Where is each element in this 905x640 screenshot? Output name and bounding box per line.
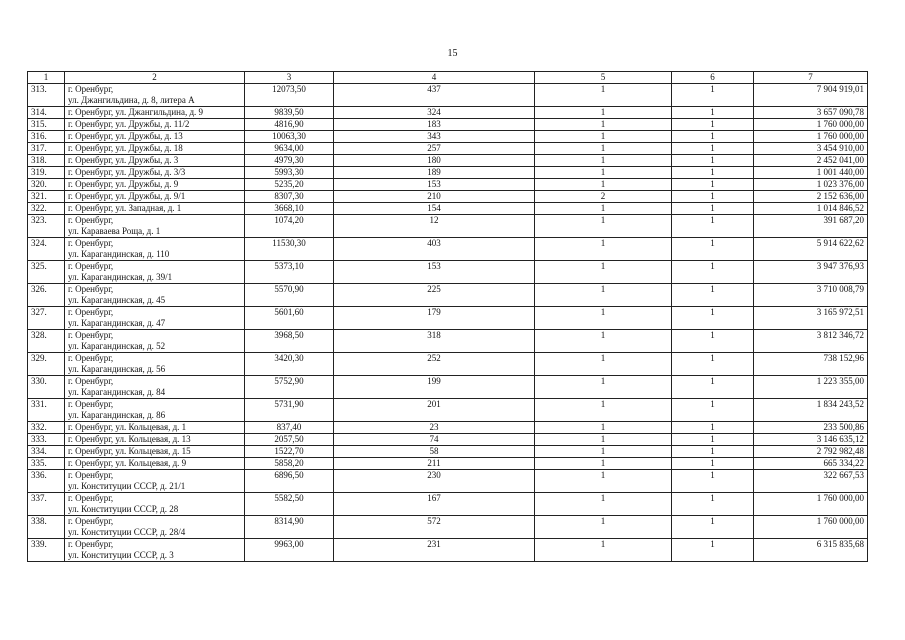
amount-cell: 3 947 376,93 bbox=[754, 261, 868, 284]
area-cell: 9963,00 bbox=[245, 539, 334, 562]
table-row bbox=[28, 107, 868, 119]
address-cell bbox=[65, 107, 245, 119]
row-number: 337. bbox=[28, 493, 65, 516]
address-cell bbox=[65, 203, 245, 215]
column6-cell: 1 bbox=[672, 215, 754, 238]
column5-cell: 1 bbox=[535, 330, 672, 353]
register-table bbox=[27, 71, 868, 562]
table-row bbox=[28, 143, 868, 155]
table-row bbox=[28, 191, 868, 203]
row-number: 315. bbox=[28, 119, 65, 131]
column5-cell: 1 bbox=[535, 84, 672, 107]
address-line: ул. Конституции СССР, д. 28 bbox=[68, 504, 179, 514]
row-number: 334. bbox=[28, 446, 65, 458]
address-cell bbox=[65, 458, 245, 470]
column5-cell: 1 bbox=[535, 434, 672, 446]
address-line: г. Оренбург, ул. Кольцевая, д. 1 bbox=[68, 422, 187, 432]
column5-cell: 1 bbox=[535, 155, 672, 167]
column5-cell: 1 bbox=[535, 119, 672, 131]
amount-cell: 3 710 008,79 bbox=[754, 284, 868, 307]
address-cell bbox=[65, 119, 245, 131]
column6-cell: 1 bbox=[672, 238, 754, 261]
column6-cell: 1 bbox=[672, 470, 754, 493]
address-line: г. Оренбург, bbox=[68, 215, 114, 225]
address-cell bbox=[65, 131, 245, 143]
address-line: г. Оренбург, ул. Дружбы, д. 3 bbox=[68, 155, 179, 165]
column-header: 6 bbox=[672, 72, 754, 84]
address-cell bbox=[65, 167, 245, 179]
column6-cell: 1 bbox=[672, 458, 754, 470]
row-number: 321. bbox=[28, 191, 65, 203]
table-row bbox=[28, 458, 868, 470]
area-cell: 6896,50 bbox=[245, 470, 334, 493]
amount-cell: 3 812 346,72 bbox=[754, 330, 868, 353]
row-number: 331. bbox=[28, 399, 65, 422]
area-cell: 4979,30 bbox=[245, 155, 334, 167]
area-cell: 3420,30 bbox=[245, 353, 334, 376]
address-cell bbox=[65, 84, 245, 107]
address-line: ул. Карагандинская, д. 56 bbox=[68, 364, 166, 374]
address-line: ул. Джангильдина, д. 8, литера А bbox=[68, 95, 195, 105]
area-cell: 8307,30 bbox=[245, 191, 334, 203]
residents-cell: 199 bbox=[334, 376, 535, 399]
table-header bbox=[28, 72, 868, 84]
row-number: 335. bbox=[28, 458, 65, 470]
table-row bbox=[28, 422, 868, 434]
column6-cell: 1 bbox=[672, 131, 754, 143]
residents-cell: 225 bbox=[334, 284, 535, 307]
area-cell: 2057,50 bbox=[245, 434, 334, 446]
table-row bbox=[28, 84, 868, 107]
column5-cell: 1 bbox=[535, 493, 672, 516]
amount-cell: 1 023 376,00 bbox=[754, 179, 868, 191]
residents-cell: 58 bbox=[334, 446, 535, 458]
area-cell: 5373,10 bbox=[245, 261, 334, 284]
table-row bbox=[28, 119, 868, 131]
address-cell bbox=[65, 376, 245, 399]
address-line: ул. Карагандинская, д. 86 bbox=[68, 410, 166, 420]
row-number: 319. bbox=[28, 167, 65, 179]
table-row bbox=[28, 284, 868, 307]
residents-cell: 153 bbox=[334, 261, 535, 284]
row-number: 329. bbox=[28, 353, 65, 376]
row-number: 339. bbox=[28, 539, 65, 562]
amount-cell: 1 834 243,52 bbox=[754, 399, 868, 422]
residents-cell: 437 bbox=[334, 84, 535, 107]
amount-cell: 738 152,96 bbox=[754, 353, 868, 376]
column6-cell: 1 bbox=[672, 179, 754, 191]
address-line: г. Оренбург, bbox=[68, 399, 114, 409]
address-line: ул. Карагандинская, д. 52 bbox=[68, 341, 166, 351]
address-line: г. Оренбург, bbox=[68, 376, 114, 386]
amount-cell: 1 014 846,52 bbox=[754, 203, 868, 215]
column5-cell: 1 bbox=[535, 107, 672, 119]
table-row bbox=[28, 539, 868, 562]
column-header: 3 bbox=[245, 72, 334, 84]
amount-cell: 6 315 835,68 bbox=[754, 539, 868, 562]
residents-cell: 324 bbox=[334, 107, 535, 119]
area-cell: 5235,20 bbox=[245, 179, 334, 191]
residents-cell: 167 bbox=[334, 493, 535, 516]
column6-cell: 1 bbox=[672, 353, 754, 376]
column5-cell: 1 bbox=[535, 539, 672, 562]
table-body bbox=[28, 84, 868, 562]
address-line: г. Оренбург, ул. Кольцевая, д. 9 bbox=[68, 458, 187, 468]
address-line: г. Оренбург, ул. Дружбы, д. 13 bbox=[68, 131, 183, 141]
address-line: г. Оренбург, ул. Дружбы, д. 9 bbox=[68, 179, 179, 189]
table-row bbox=[28, 215, 868, 238]
address-cell bbox=[65, 539, 245, 562]
column6-cell: 1 bbox=[672, 376, 754, 399]
address-line: г. Оренбург, ул. Джангильдина, д. 9 bbox=[68, 107, 204, 117]
column6-cell: 1 bbox=[672, 143, 754, 155]
column6-cell: 1 bbox=[672, 119, 754, 131]
residents-cell: 12 bbox=[334, 215, 535, 238]
row-number: 328. bbox=[28, 330, 65, 353]
amount-cell: 1 760 000,00 bbox=[754, 493, 868, 516]
residents-cell: 210 bbox=[334, 191, 535, 203]
table-row bbox=[28, 470, 868, 493]
row-number: 313. bbox=[28, 84, 65, 107]
column6-cell: 1 bbox=[672, 330, 754, 353]
address-cell bbox=[65, 399, 245, 422]
column5-cell: 1 bbox=[535, 446, 672, 458]
amount-cell: 7 904 919,01 bbox=[754, 84, 868, 107]
row-number: 318. bbox=[28, 155, 65, 167]
residents-cell: 154 bbox=[334, 203, 535, 215]
column5-cell: 2 bbox=[535, 191, 672, 203]
table-row bbox=[28, 330, 868, 353]
column6-cell: 1 bbox=[672, 155, 754, 167]
residents-cell: 183 bbox=[334, 119, 535, 131]
amount-cell: 2 792 982,48 bbox=[754, 446, 868, 458]
column6-cell: 1 bbox=[672, 516, 754, 539]
column6-cell: 1 bbox=[672, 107, 754, 119]
address-line: г. Оренбург, bbox=[68, 516, 114, 526]
row-number: 316. bbox=[28, 131, 65, 143]
residents-cell: 257 bbox=[334, 143, 535, 155]
area-cell: 837,40 bbox=[245, 422, 334, 434]
column-header: 5 bbox=[535, 72, 672, 84]
column5-cell: 1 bbox=[535, 422, 672, 434]
residents-cell: 180 bbox=[334, 155, 535, 167]
residents-cell: 179 bbox=[334, 307, 535, 330]
amount-cell: 665 334,22 bbox=[754, 458, 868, 470]
row-number: 322. bbox=[28, 203, 65, 215]
column5-cell: 1 bbox=[535, 458, 672, 470]
address-line: г. Оренбург, bbox=[68, 493, 114, 503]
row-number: 325. bbox=[28, 261, 65, 284]
area-cell: 4816,90 bbox=[245, 119, 334, 131]
column5-cell: 1 bbox=[535, 215, 672, 238]
address-cell bbox=[65, 261, 245, 284]
table-row bbox=[28, 131, 868, 143]
table-row bbox=[28, 353, 868, 376]
column5-cell: 1 bbox=[535, 284, 672, 307]
table-row bbox=[28, 167, 868, 179]
column6-cell: 1 bbox=[672, 284, 754, 307]
column5-cell: 1 bbox=[535, 261, 672, 284]
table-row bbox=[28, 307, 868, 330]
area-cell: 3968,50 bbox=[245, 330, 334, 353]
amount-cell: 322 667,53 bbox=[754, 470, 868, 493]
row-number: 327. bbox=[28, 307, 65, 330]
amount-cell: 1 760 000,00 bbox=[754, 131, 868, 143]
amount-cell: 1 760 000,00 bbox=[754, 516, 868, 539]
address-cell bbox=[65, 155, 245, 167]
area-cell: 5570,90 bbox=[245, 284, 334, 307]
column5-cell: 1 bbox=[535, 470, 672, 493]
row-number: 338. bbox=[28, 516, 65, 539]
amount-cell: 1 223 355,00 bbox=[754, 376, 868, 399]
column-header: 7 bbox=[754, 72, 868, 84]
table-row bbox=[28, 434, 868, 446]
address-line: г. Оренбург, bbox=[68, 307, 114, 317]
area-cell: 3668,10 bbox=[245, 203, 334, 215]
address-line: г. Оренбург, bbox=[68, 470, 114, 480]
column5-cell: 1 bbox=[535, 353, 672, 376]
amount-cell: 3 454 910,00 bbox=[754, 143, 868, 155]
column5-cell: 1 bbox=[535, 143, 672, 155]
column5-cell: 1 bbox=[535, 167, 672, 179]
column6-cell: 1 bbox=[672, 84, 754, 107]
row-number: 323. bbox=[28, 215, 65, 238]
amount-cell: 3 657 090,78 bbox=[754, 107, 868, 119]
row-number: 330. bbox=[28, 376, 65, 399]
header-row bbox=[28, 72, 868, 84]
amount-cell: 5 914 622,62 bbox=[754, 238, 868, 261]
column6-cell: 1 bbox=[672, 307, 754, 330]
address-cell bbox=[65, 516, 245, 539]
area-cell: 1074,20 bbox=[245, 215, 334, 238]
address-cell bbox=[65, 284, 245, 307]
row-number: 336. bbox=[28, 470, 65, 493]
address-cell bbox=[65, 422, 245, 434]
area-cell: 5993,30 bbox=[245, 167, 334, 179]
area-cell: 9634,00 bbox=[245, 143, 334, 155]
column-header: 2 bbox=[65, 72, 245, 84]
address-line: г. Оренбург, bbox=[68, 261, 114, 271]
row-number: 320. bbox=[28, 179, 65, 191]
address-line: ул. Карагандинская, д. 39/1 bbox=[68, 272, 173, 282]
address-line: г. Оренбург, ул. Дружбы, д. 9/1 bbox=[68, 191, 186, 201]
row-number: 332. bbox=[28, 422, 65, 434]
address-line: ул. Карагандинская, д. 110 bbox=[68, 249, 170, 259]
table-row bbox=[28, 399, 868, 422]
table-row bbox=[28, 203, 868, 215]
table-row bbox=[28, 446, 868, 458]
column5-cell: 1 bbox=[535, 376, 672, 399]
area-cell: 9839,50 bbox=[245, 107, 334, 119]
table-row bbox=[28, 155, 868, 167]
area-cell: 5731,90 bbox=[245, 399, 334, 422]
column5-cell: 1 bbox=[535, 307, 672, 330]
area-cell: 8314,90 bbox=[245, 516, 334, 539]
address-cell bbox=[65, 215, 245, 238]
residents-cell: 403 bbox=[334, 238, 535, 261]
address-line: г. Оренбург, bbox=[68, 84, 114, 94]
residents-cell: 153 bbox=[334, 179, 535, 191]
column5-cell: 1 bbox=[535, 203, 672, 215]
address-line: г. Оренбург, ул. Западная, д. 1 bbox=[68, 203, 182, 213]
address-line: ул. Карагандинская, д. 45 bbox=[68, 295, 166, 305]
column5-cell: 1 bbox=[535, 399, 672, 422]
address-line: ул. Караваева Роща, д. 1 bbox=[68, 226, 161, 236]
address-line: г. Оренбург, ул. Дружбы, д. 3/3 bbox=[68, 167, 186, 177]
page-number: 15 bbox=[447, 48, 458, 59]
row-number: 324. bbox=[28, 238, 65, 261]
column5-cell: 1 bbox=[535, 516, 672, 539]
amount-cell: 233 500,86 bbox=[754, 422, 868, 434]
residents-cell: 23 bbox=[334, 422, 535, 434]
residents-cell: 572 bbox=[334, 516, 535, 539]
column6-cell: 1 bbox=[672, 539, 754, 562]
column5-cell: 1 bbox=[535, 238, 672, 261]
column5-cell: 1 bbox=[535, 179, 672, 191]
address-line: г. Оренбург, ул. Кольцевая, д. 15 bbox=[68, 446, 191, 456]
column6-cell: 1 bbox=[672, 167, 754, 179]
table-row bbox=[28, 493, 868, 516]
address-cell bbox=[65, 238, 245, 261]
address-cell bbox=[65, 307, 245, 330]
address-line: г. Оренбург, bbox=[68, 330, 114, 340]
area-cell: 5858,20 bbox=[245, 458, 334, 470]
address-cell bbox=[65, 143, 245, 155]
amount-cell: 2 452 041,00 bbox=[754, 155, 868, 167]
table-row bbox=[28, 516, 868, 539]
address-cell bbox=[65, 353, 245, 376]
amount-cell: 2 152 636,00 bbox=[754, 191, 868, 203]
column6-cell: 1 bbox=[672, 261, 754, 284]
address-line: ул. Конституции СССР, д. 21/1 bbox=[68, 481, 186, 491]
table-row bbox=[28, 376, 868, 399]
residents-cell: 230 bbox=[334, 470, 535, 493]
area-cell: 5582,50 bbox=[245, 493, 334, 516]
amount-cell: 3 146 635,12 bbox=[754, 434, 868, 446]
column-header: 1 bbox=[28, 72, 65, 84]
row-number: 314. bbox=[28, 107, 65, 119]
amount-cell: 391 687,20 bbox=[754, 215, 868, 238]
column6-cell: 1 bbox=[672, 203, 754, 215]
address-line: ул. Конституции СССР, д. 28/4 bbox=[68, 527, 186, 537]
column6-cell: 1 bbox=[672, 446, 754, 458]
column6-cell: 1 bbox=[672, 191, 754, 203]
table-row bbox=[28, 179, 868, 191]
address-line: ул. Карагандинская, д. 47 bbox=[68, 318, 166, 328]
residents-cell: 211 bbox=[334, 458, 535, 470]
residents-cell: 343 bbox=[334, 131, 535, 143]
address-line: ул. Конституции СССР, д. 3 bbox=[68, 550, 174, 560]
address-cell bbox=[65, 446, 245, 458]
column6-cell: 1 bbox=[672, 422, 754, 434]
table-row bbox=[28, 238, 868, 261]
address-line: г. Оренбург, bbox=[68, 238, 114, 248]
row-number: 326. bbox=[28, 284, 65, 307]
address-cell bbox=[65, 191, 245, 203]
address-cell bbox=[65, 493, 245, 516]
residents-cell: 318 bbox=[334, 330, 535, 353]
column6-cell: 1 bbox=[672, 399, 754, 422]
row-number: 333. bbox=[28, 434, 65, 446]
address-cell bbox=[65, 330, 245, 353]
residents-cell: 189 bbox=[334, 167, 535, 179]
area-cell: 12073,50 bbox=[245, 84, 334, 107]
address-line: г. Оренбург, ул. Дружбы, д. 11/2 bbox=[68, 119, 190, 129]
address-line: г. Оренбург, bbox=[68, 284, 114, 294]
residents-cell: 231 bbox=[334, 539, 535, 562]
address-line: ул. Карагандинская, д. 84 bbox=[68, 387, 166, 397]
address-line: г. Оренбург, ул. Кольцевая, д. 13 bbox=[68, 434, 191, 444]
row-number: 317. bbox=[28, 143, 65, 155]
address-line: г. Оренбург, bbox=[68, 539, 114, 549]
area-cell: 5752,90 bbox=[245, 376, 334, 399]
column-header: 4 bbox=[334, 72, 535, 84]
address-line: г. Оренбург, bbox=[68, 353, 114, 363]
residents-cell: 252 bbox=[334, 353, 535, 376]
column5-cell: 1 bbox=[535, 131, 672, 143]
amount-cell: 1 001 440,00 bbox=[754, 167, 868, 179]
column6-cell: 1 bbox=[672, 434, 754, 446]
address-cell bbox=[65, 470, 245, 493]
residents-cell: 201 bbox=[334, 399, 535, 422]
address-cell bbox=[65, 434, 245, 446]
address-cell bbox=[65, 179, 245, 191]
area-cell: 1522,70 bbox=[245, 446, 334, 458]
area-cell: 10063,30 bbox=[245, 131, 334, 143]
column6-cell: 1 bbox=[672, 493, 754, 516]
amount-cell: 1 760 000,00 bbox=[754, 119, 868, 131]
area-cell: 5601,60 bbox=[245, 307, 334, 330]
area-cell: 11530,30 bbox=[245, 238, 334, 261]
address-line: г. Оренбург, ул. Дружбы, д. 18 bbox=[68, 143, 183, 153]
table-row bbox=[28, 261, 868, 284]
amount-cell: 3 165 972,51 bbox=[754, 307, 868, 330]
residents-cell: 74 bbox=[334, 434, 535, 446]
